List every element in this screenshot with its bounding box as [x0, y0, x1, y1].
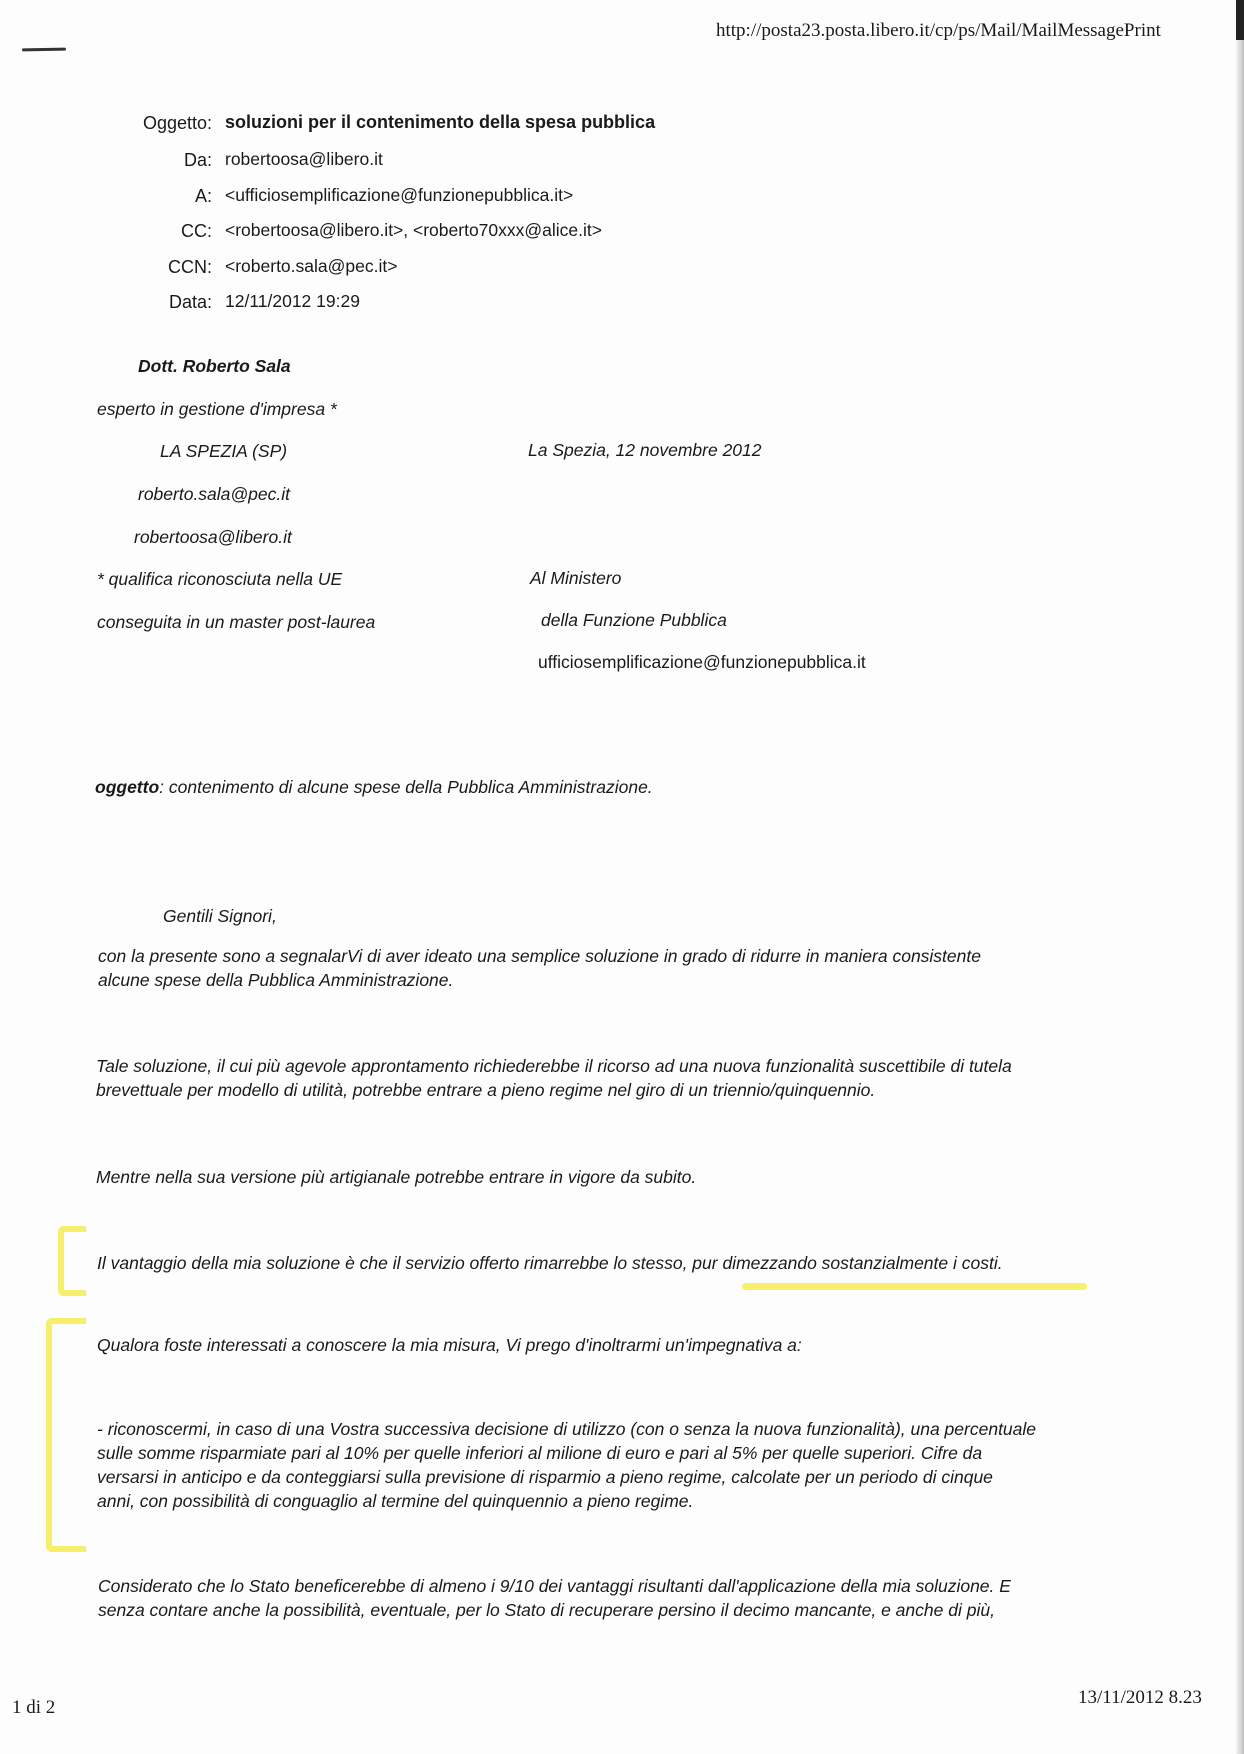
sender-note-line1: * qualifica riconosciuta nella UE [97, 569, 343, 589]
sender-title: esperto in gestione d'impresa * [97, 399, 337, 419]
highlight-bracket-large [46, 1318, 86, 1552]
header-value-from: robertoosa@libero.it [225, 149, 383, 169]
print-url: http://posta23.posta.libero.it/cp/ps/Mail/MailMessagePrint [716, 20, 1161, 41]
paragraph-line: senza contare anche la possibilità, eventuale, per lo Stato di recuperare persino il decimo mancante, e anche di più, [98, 1600, 995, 1620]
header-label-from: Da: [183, 150, 212, 170]
paragraph-line: versarsi in anticipo e da conteggiarsi sulla previsione di risparmio a pieno regime, calcolate per un periodo di cinque [97, 1467, 993, 1487]
header-label-date: Data: [168, 292, 212, 312]
paragraph-6 [97, 1417, 1036, 1513]
paragraph-line: Considerato che lo Stato beneficerebbe di almeno i 9/10 dei vantaggi risultanti dall'applicazione della mia soluzione. E [98, 1576, 1011, 1596]
header-value-to: <ufficiosemplificazione@funzionepubblica.it> [225, 185, 574, 205]
recipient-email: ufficiosemplificazione@funzionepubblica.it [538, 652, 866, 672]
sender-email: robertoosa@libero.it [134, 527, 292, 547]
paragraph-1 [98, 944, 981, 992]
paragraph-line: alcune spese della Pubblica Amministrazione. [98, 970, 454, 990]
paragraph-line: Mentre nella sua versione più artigianale potrebbe entrare in vigore da subito. [96, 1167, 697, 1187]
paragraph-line: anni, con possibilità di conguaglio al termine del quinquennio a pieno regime. [97, 1491, 694, 1511]
paragraph-line: con la presente sono a segnalarVi di aver ideato una semplice soluzione in grado di ridurre in maniera consistente [98, 946, 981, 966]
paragraph-line: - riconoscermi, in caso di una Vostra successiva decisione di utilizzo (con o senza la nuova funzionalità), una percentuale [97, 1419, 1037, 1439]
header-value-date: 12/11/2012 19:29 [225, 291, 360, 311]
print-timestamp: 13/11/2012 8.23 [1078, 1687, 1202, 1708]
sender-note-line2: conseguita in un master post-laurea [97, 612, 376, 632]
scan-mark [22, 48, 66, 52]
place-date: La Spezia, 12 novembre 2012 [528, 440, 762, 460]
highlight-underline [742, 1283, 1087, 1290]
scan-edge [1236, 0, 1244, 1754]
header-label-subject: Oggetto: [142, 113, 212, 133]
paragraph-line: sulle somme risparmiate pari al 10% per quelle inferiori al milione di euro e pari al 5% per quelle superiori. Cifre da [97, 1443, 983, 1463]
paragraph-line: Tale soluzione, il cui più agevole approntamento richiederebbe il ricorso ad una nuova funzionalità suscettibile di tutela [96, 1056, 1012, 1076]
paragraph-line: brevettuale per modello di utilità, potrebbe entrare a pieno regime nel giro di un triennio/quinquennio. [96, 1080, 876, 1100]
page-number: 1 di 2 [12, 1697, 56, 1718]
header-label-to: A: [194, 186, 212, 206]
paragraph-7 [98, 1574, 1011, 1622]
paragraph-2 [96, 1054, 1012, 1102]
sender-email-pec: roberto.sala@pec.it [138, 484, 291, 504]
paragraph-5 [97, 1333, 802, 1357]
sender-name: Dott. Roberto Sala [138, 356, 291, 376]
header-value-bcc: <roberto.sala@pec.it> [225, 256, 398, 276]
header-label-cc: CC: [181, 221, 212, 241]
paragraph-3 [96, 1165, 696, 1189]
header-value-cc: <robertoosa@libero.it>, <roberto70xxx@alice.it> [225, 220, 602, 240]
header-label-bcc: CCN: [168, 257, 212, 277]
letter-subject [95, 777, 653, 798]
header-value-subject: soluzioni per il contenimento della spesa pubblica [225, 112, 656, 132]
letter-subject-text: : contenimento di alcune spese della Pubblica Amministrazione. [159, 777, 653, 797]
scan-edge-dark [1236, 0, 1244, 40]
highlight-bracket-small [58, 1226, 86, 1296]
paragraph-4 [97, 1251, 1003, 1275]
recipient-line1: Al Ministero [530, 568, 622, 588]
greeting: Gentili Signori, [163, 906, 277, 926]
recipient-line2: della Funzione Pubblica [541, 610, 727, 630]
paragraph-line: Il vantaggio della mia soluzione è che il servizio offerto rimarrebbe lo stesso, pur dimezzando sostanzialmente i costi. [97, 1253, 1003, 1273]
letter-subject-label: oggetto [95, 777, 160, 797]
paragraph-line: Qualora foste interessati a conoscere la mia misura, Vi prego d'inoltrarmi un'impegnativa a: [97, 1335, 802, 1355]
sender-city: LA SPEZIA (SP) [160, 441, 288, 461]
